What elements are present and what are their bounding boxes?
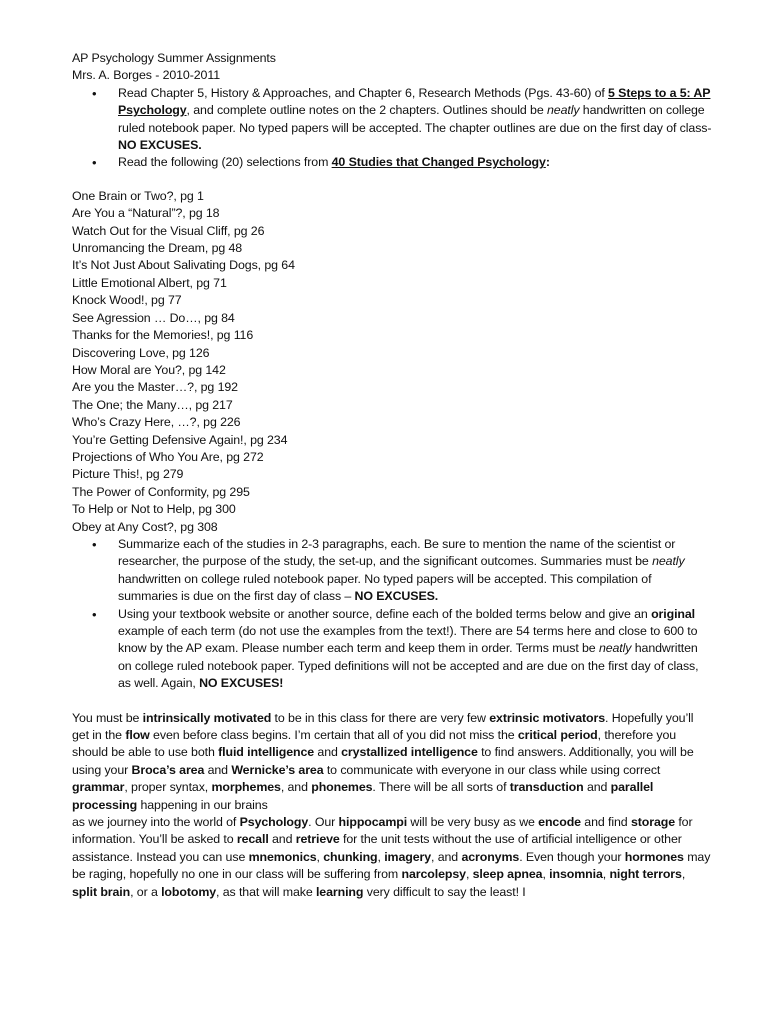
paragraph-text: , — [377, 849, 385, 864]
bullet-define-terms — [72, 606, 712, 693]
bullet-list-summaries — [72, 536, 712, 606]
study-list-item: Discovering Love, pg 126 — [72, 345, 210, 360]
paragraph-text: , — [316, 849, 324, 864]
bullet-text: : — [545, 155, 550, 170]
emphasis-neatly: neatly — [547, 103, 580, 118]
bolded-term: flow — [125, 728, 150, 743]
bullet-text: Read Chapter 5, History & Approaches, and Chapter 6, Research Methods (Pgs. 43-60) of — [118, 85, 609, 100]
bolded-term: morphemes — [211, 780, 281, 795]
book-title-5-steps: 5 Steps to a 5: AP Psychology — [118, 85, 711, 118]
study-list-item: It’s Not Just About Salivating Dogs, pg 64 — [72, 258, 295, 273]
study-list-item: Are you the Master…?, pg 192 — [72, 380, 238, 395]
paragraph-text: , therefore you should be able to use both — [72, 728, 677, 760]
bolded-term: storage — [630, 815, 675, 830]
bullet-text: Using your textbook website or another source, define each of the bolded terms below and give an — [118, 606, 652, 621]
paragraph-text: , as that will make — [216, 884, 316, 899]
paragraph-text: and — [268, 832, 296, 847]
bullet-chapters-outline — [72, 85, 712, 155]
study-list-item: You’re Getting Defensive Again!, pg 234 — [72, 432, 288, 447]
paragraph-text: even before class begins. I’m certain that all of you did not miss the — [149, 728, 518, 743]
study-list-item: Unromancing the Dream, pg 48 — [72, 241, 243, 256]
bolded-term: extrinsic motivators — [489, 710, 606, 725]
study-list-item: Obey at Any Cost?, pg 308 — [72, 519, 218, 534]
study-list-item: The Power of Conformity, pg 295 — [72, 484, 250, 499]
study-list-item: Are You a “Natural”?, pg 18 — [72, 206, 220, 221]
bolded-term: sleep apnea — [472, 867, 543, 882]
paragraph-text: . Hopefully you’ll get in the — [72, 710, 694, 743]
document-page — [72, 50, 712, 901]
bolded-term: grammar — [72, 780, 125, 795]
book-title-40-studies: 40 Studies that Changed Psychology — [331, 155, 546, 170]
paragraph-text: to find answers. Additionally, you will be using your — [72, 745, 694, 777]
study-list-item: See Agression … Do…, pg 84 — [72, 310, 235, 325]
document-title: AP Psychology Summer Assignments — [72, 51, 276, 65]
paragraph-text: and — [314, 745, 342, 760]
teacher-and-year: Mrs. A. Borges - 2010-2011 — [72, 68, 220, 83]
bullet-summarize-studies — [72, 536, 712, 606]
bolded-term: Wernicke’s area — [231, 762, 324, 777]
bolded-term: insomnia — [549, 867, 603, 882]
study-list-item: Thanks for the Memories!, pg 116 — [72, 328, 254, 343]
paragraph-text: and — [204, 762, 232, 777]
bullet-list-selections — [72, 154, 712, 171]
bolded-term: intrinsically motivated — [142, 710, 272, 725]
paragraph-text: very difficult to say the least! I — [363, 884, 526, 899]
study-list-item: How Moral are You?, pg 142 — [72, 362, 226, 377]
bullet-text: handwritten on college ruled notebook paper. Typed definitions will not be accepted and are due on the first day of class, as well. Again, — [118, 641, 699, 691]
bolded-term: transduction — [509, 780, 584, 795]
study-list-item: The One; the Many…, pg 217 — [72, 397, 233, 412]
emphasis-no-excuses: NO EXCUSES. — [354, 589, 439, 604]
bullet-text: Summarize each of the studies in 2-3 paragraphs, each. Be sure to mention the name of the scientist or researcher, the purpose of the study, the set-up, and the significant outcomes. Summaries must be — [118, 536, 676, 569]
study-list-item: One Brain or Two?, pg 1 — [72, 188, 204, 203]
paragraph-text: may be raging, hopefully no one in our class will be suffering from — [72, 849, 711, 882]
bolded-term: parallel processing — [72, 780, 654, 812]
paragraph-text: You must be — [72, 710, 143, 725]
paragraph-text: and — [583, 780, 611, 795]
bolded-term: crystallized intelligence — [341, 745, 478, 760]
paragraph-text: for information. You’ll be asked to — [72, 815, 693, 847]
paragraph-text: , proper syntax, — [124, 780, 212, 795]
bolded-term: night terrors — [609, 867, 682, 882]
paragraph-text: , and — [431, 849, 462, 864]
emphasis-no-excuses: NO EXCUSES. — [118, 138, 202, 153]
paragraph-text: for the unit tests without the use of artificial intelligence or other assistance. Instead you can use — [72, 832, 682, 864]
bolded-term: imagery — [384, 849, 432, 864]
study-list-item: Picture This!, pg 279 — [72, 467, 184, 482]
bolded-term: phonemes — [311, 780, 373, 795]
bullet-text: handwritten on college ruled notebook paper. No typed papers will be accepted. This compilation of summaries is due on the first day of class – — [118, 571, 652, 604]
paragraph-text: , — [602, 867, 610, 882]
paragraph-text: as we journey into the world of — [72, 815, 240, 830]
study-list-item: Knock Wood!, pg 77 — [72, 293, 182, 308]
bullet-text: Read the following (20) selections from — [118, 155, 332, 170]
bolded-term: chunking — [323, 849, 378, 864]
emphasis-original: original — [651, 606, 696, 621]
study-list-item: To Help or Not to Help, pg 300 — [72, 502, 236, 517]
emphasis-neatly: neatly — [652, 554, 685, 569]
paragraph-text: to be in this class for there are very few — [271, 710, 490, 725]
terms-paragraph — [72, 710, 712, 901]
bolded-term: recall — [236, 832, 269, 847]
bolded-term: split brain — [72, 884, 131, 899]
bolded-term: hormones — [624, 849, 684, 864]
bullet-read-selections — [72, 154, 712, 171]
bolded-term: acronyms — [461, 849, 520, 864]
bullet-list-reading — [72, 85, 712, 155]
study-list-item: Watch Out for the Visual Cliff, pg 26 — [72, 223, 265, 238]
emphasis-no-excuses: NO EXCUSES! — [199, 676, 284, 691]
paragraph-text: . Our — [308, 815, 339, 830]
bolded-term: encode — [538, 815, 581, 830]
study-list-item: Who’s Crazy Here, …?, pg 226 — [72, 415, 241, 430]
paragraph-text: , or a — [130, 884, 162, 899]
paragraph-text: to communicate with everyone in our class while using correct — [323, 762, 661, 777]
bolded-term: learning — [315, 884, 364, 899]
bolded-term: Psychology — [239, 815, 309, 830]
bolded-term: fluid intelligence — [218, 745, 315, 760]
paragraph-text: , — [465, 867, 473, 882]
bolded-term: lobotomy — [161, 884, 217, 899]
bolded-term: hippocampi — [338, 815, 408, 830]
document-header — [72, 50, 712, 85]
bullet-list-terms — [72, 606, 712, 693]
bolded-term: critical period — [517, 728, 598, 743]
bullet-text: example of each term (do not use the examples from the text!). There are 54 terms here and close to 600 to know by the AP exam. Please number each term and keep them in order. Terms must be — [118, 624, 698, 656]
bolded-term: retrieve — [295, 832, 340, 847]
paragraph-text: . Even though your — [519, 849, 625, 864]
study-list-item: Little Emotional Albert, pg 71 — [72, 275, 227, 290]
bolded-term: narcolepsy — [401, 867, 466, 882]
paragraph-text: , — [542, 867, 550, 882]
paragraph-text: , — [681, 867, 686, 882]
paragraph-text: . There will be all sorts of — [372, 780, 510, 795]
paragraph-text: , and — [280, 780, 312, 795]
bolded-term: Broca’s area — [131, 762, 205, 777]
bolded-term: mnemonics — [248, 849, 317, 864]
paragraph-text: and find — [580, 815, 631, 830]
bullet-text: handwritten on college ruled notebook paper. No typed papers will be accepted. The chapter outlines are due on the first day of class- — [118, 103, 712, 135]
studies-list — [72, 188, 712, 536]
paragraph-text: happening in our brains — [137, 797, 268, 812]
emphasis-neatly: neatly — [598, 641, 632, 656]
bullet-text: , and complete outline notes on the 2 chapters. Outlines should be — [186, 103, 547, 118]
paragraph-text: will be very busy as we — [407, 815, 539, 830]
study-list-item: Projections of Who You Are, pg 272 — [72, 449, 264, 464]
